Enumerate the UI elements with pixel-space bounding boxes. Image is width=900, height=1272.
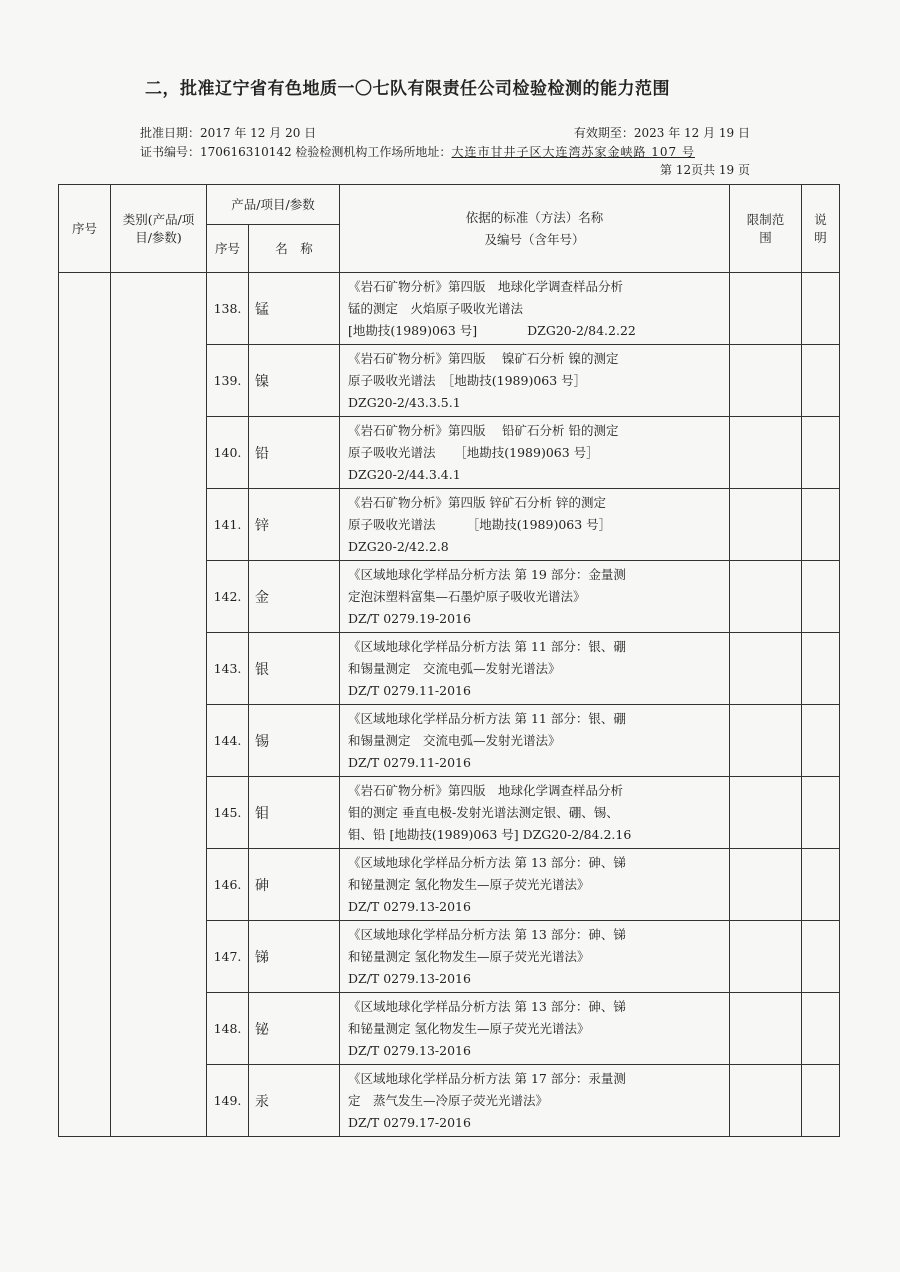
item-number: 141.: [207, 489, 249, 561]
item-number: 143.: [207, 633, 249, 705]
item-name: 银: [249, 633, 340, 705]
item-standard: 《区域地球化学样品分析方法 第 11 部分：银、硼 和锡量测定 交流电弧—发射光谱法》 DZ/T 0279.11-2016: [340, 705, 730, 777]
header-product-group: 产品/项目/参数: [207, 185, 340, 225]
item-standard: 《岩石矿物分析》第四版 地球化学调查样品分析 钼的测定 垂直电极-发射光谱法测定银、硼、锡、 钼、铅 [地勘技(1989)063 号] DZG20-2/84.2.16: [340, 777, 730, 849]
note-cell: [802, 705, 840, 777]
item-number: 144.: [207, 705, 249, 777]
item-name: 锌: [249, 489, 340, 561]
limit-cell: [730, 489, 802, 561]
item-name: 砷: [249, 849, 340, 921]
limit-cell: [730, 705, 802, 777]
limit-cell: [730, 921, 802, 993]
item-number: 138.: [207, 273, 249, 345]
item-name: 镍: [249, 345, 340, 417]
limit-cell: [730, 561, 802, 633]
item-name: 铋: [249, 993, 340, 1065]
category-cell: [111, 273, 207, 1137]
item-number: 142.: [207, 561, 249, 633]
item-standard: 《区域地球化学样品分析方法 第 17 部分：汞量测 定 蒸气发生—冷原子荧光光谱法》 DZ/T 0279.17-2016: [340, 1065, 730, 1137]
certificate-number: 证书编号：170616310142 检验检测机构工作场所地址：: [140, 145, 452, 159]
seq-cell: [59, 273, 111, 1137]
header-sub-name: 名 称: [249, 225, 340, 273]
item-standard: 《区域地球化学样品分析方法 第 13 部分：砷、锑 和铋量测定 氢化物发生—原子荧光光谱法》 DZ/T 0279.13-2016: [340, 849, 730, 921]
item-number: 139.: [207, 345, 249, 417]
limit-cell: [730, 417, 802, 489]
lab-address: 大连市甘井子区大连湾苏家金峡路 107 号: [451, 145, 695, 159]
limit-cell: [730, 993, 802, 1065]
limit-cell: [730, 1065, 802, 1137]
note-cell: [802, 345, 840, 417]
item-name: 金: [249, 561, 340, 633]
capability-table: [58, 184, 840, 1137]
note-cell: [802, 921, 840, 993]
note-cell: [802, 489, 840, 561]
note-cell: [802, 777, 840, 849]
item-standard: 《区域地球化学样品分析方法 第 11 部分：银、硼 和锡量测定 交流电弧—发射光谱法》 DZ/T 0279.11-2016: [340, 633, 730, 705]
item-standard: 《区域地球化学样品分析方法 第 19 部分：金量测 定泡沫塑料富集—石墨炉原子吸收光谱法》 DZ/T 0279.19-2016: [340, 561, 730, 633]
item-number: 146.: [207, 849, 249, 921]
header-limit: 限制范围: [730, 185, 802, 273]
limit-cell: [730, 777, 802, 849]
limit-cell: [730, 345, 802, 417]
note-cell: [802, 561, 840, 633]
item-name: 钼: [249, 777, 340, 849]
page-title: 二，批准辽宁省有色地质一〇七队有限责任公司检验检测的能力范围: [145, 79, 670, 99]
item-standard: 《岩石矿物分析》第四版 地球化学调查样品分析 锰的测定 火焰原子吸收光谱法 [地勘技(1989)063 号] DZG20-2/84.2.22: [340, 273, 730, 345]
header-standard: 依据的标准（方法）名称 及编号（含年号）: [340, 185, 730, 273]
item-standard: 《区域地球化学样品分析方法 第 13 部分：砷、锑 和铋量测定 氢化物发生—原子荧光光谱法》 DZ/T 0279.13-2016: [340, 993, 730, 1065]
approval-date: 批准日期：2017 年 12 月 20 日: [140, 126, 317, 140]
header-note: 说明: [802, 185, 840, 273]
limit-cell: [730, 633, 802, 705]
note-cell: [802, 633, 840, 705]
certificate-line: [140, 143, 695, 160]
item-standard: 《岩石矿物分析》第四版 镍矿石分析 镍的测定 原子吸收光谱法 ［地勘技(1989)063 号］ DZG20-2/43.3.5.1: [340, 345, 730, 417]
item-name: 锡: [249, 705, 340, 777]
note-cell: [802, 849, 840, 921]
item-standard: 《岩石矿物分析》第四版 锌矿石分析 锌的测定 原子吸收光谱法 ［地勘技(1989)063 号］ DZG20-2/42.2.8: [340, 489, 730, 561]
header-sub-seq: 序号: [207, 225, 249, 273]
item-number: 149.: [207, 1065, 249, 1137]
limit-cell: [730, 849, 802, 921]
item-number: 145.: [207, 777, 249, 849]
item-standard: 《岩石矿物分析》第四版 铅矿石分析 铅的测定 原子吸收光谱法 ［地勘技(1989)063 号］ DZG20-2/44.3.4.1: [340, 417, 730, 489]
limit-cell: [730, 273, 802, 345]
note-cell: [802, 273, 840, 345]
item-number: 147.: [207, 921, 249, 993]
item-number: 148.: [207, 993, 249, 1065]
header-category: 类别(产品/项目/参数): [111, 185, 207, 273]
item-name: 铅: [249, 417, 340, 489]
valid-until: 有效期至：2023 年 12 月 19 日: [573, 126, 750, 140]
item-number: 140.: [207, 417, 249, 489]
page-number: 第 12页共 19 页: [660, 163, 750, 177]
table-row: [59, 273, 840, 345]
item-name: 汞: [249, 1065, 340, 1137]
item-name: 锰: [249, 273, 340, 345]
note-cell: [802, 993, 840, 1065]
item-name: 锑: [249, 921, 340, 993]
note-cell: [802, 1065, 840, 1137]
note-cell: [802, 417, 840, 489]
item-standard: 《区域地球化学样品分析方法 第 13 部分：砷、锑 和铋量测定 氢化物发生—原子荧光光谱法》 DZ/T 0279.13-2016: [340, 921, 730, 993]
header-seq: 序号: [59, 185, 111, 273]
